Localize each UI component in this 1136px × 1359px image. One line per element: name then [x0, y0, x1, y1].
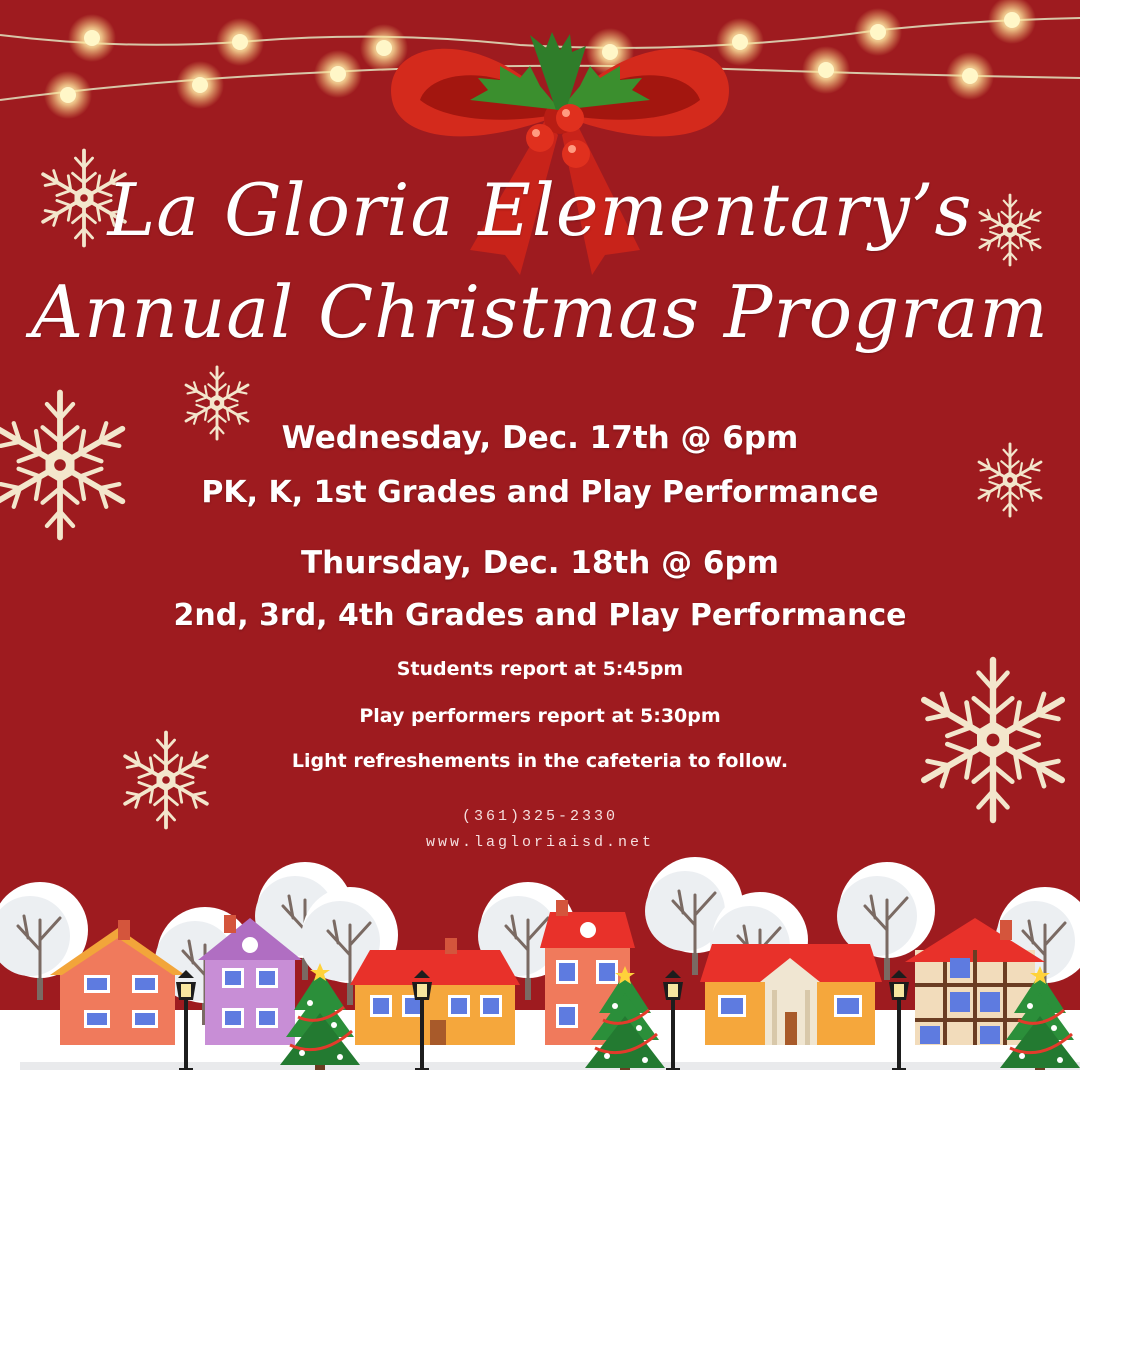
contact-phone: (361)325-2330: [461, 808, 619, 825]
note-refreshments: Light refreshements in the cafeteria to follow.: [291, 750, 789, 772]
flyer-title-line1: La Gloria Elementary’s: [107, 168, 973, 252]
note-students-report: Students report at 5:45pm: [396, 658, 684, 680]
note-performers-report: Play performers report at 5:30pm: [359, 705, 721, 727]
event2-datetime: Thursday, Dec. 18th @ 6pm: [301, 545, 779, 581]
flyer-title-line2: Annual Christmas Program: [31, 270, 1049, 354]
event2-description: 2nd, 3rd, 4th Grades and Play Performance: [173, 598, 907, 633]
house-icon: [700, 944, 882, 1050]
house-icon: [350, 938, 520, 1050]
event1-description: PK, K, 1st Grades and Play Performance: [201, 475, 879, 510]
event1-datetime: Wednesday, Dec. 17th @ 6pm: [281, 420, 799, 456]
contact-website: www.lagloriaisd.net: [425, 834, 655, 851]
